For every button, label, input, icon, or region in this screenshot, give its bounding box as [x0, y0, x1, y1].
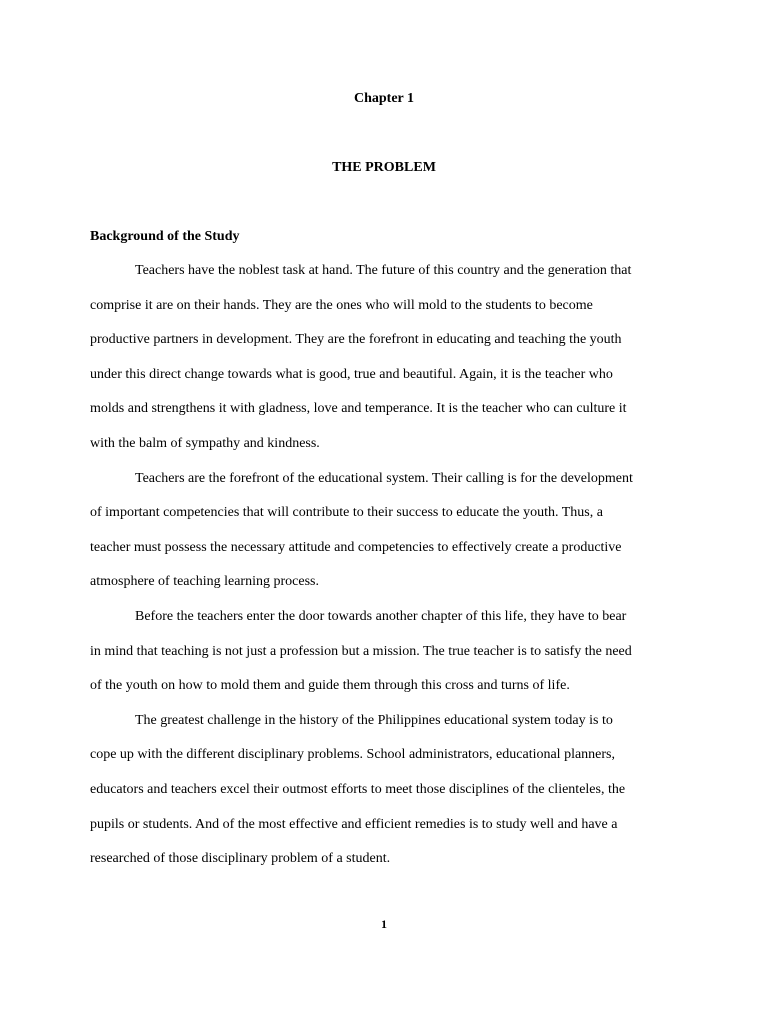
paragraph-line: educators and teachers excel their outmost efforts to meet those disciplines of the clienteles, the — [90, 781, 626, 797]
paragraph — [90, 704, 680, 877]
paragraph-line: productive partners in development. They are the forefront in educating and teaching the youth — [90, 332, 622, 348]
paragraph-line: Teachers have the noblest task at hand. The future of this country and the generation that — [135, 263, 632, 278]
page-number: 1 — [381, 917, 387, 931]
paragraph-line: cope up with the different disciplinary problems. School administrators, educational planners, — [90, 747, 615, 763]
chapter-label: Chapter 1 — [353, 91, 415, 106]
paragraph-line: comprise it are on their hands. They are the ones who will mold to the students to become — [90, 297, 593, 313]
paragraph-line: Teachers are the forefront of the educational system. Their calling is for the development — [135, 470, 633, 486]
paragraph — [90, 600, 680, 704]
paragraph-line: molds and strengthens it with gladness, love and temperance. It is the teacher who can culture it — [90, 401, 627, 417]
paragraph-line: The greatest challenge in the history of the Philippines educational system today is to — [135, 712, 613, 728]
paragraph-line: researched of those disciplinary problem of a student. — [90, 851, 391, 867]
paragraph — [90, 462, 680, 600]
paragraph-line: atmosphere of teaching learning process. — [90, 574, 319, 590]
paragraph-line: with the balm of sympathy and kindness. — [90, 435, 320, 451]
section-heading: Background of the Study — [90, 229, 240, 244]
chapter-title: THE PROBLEM — [332, 160, 436, 175]
paragraph-line: Before the teachers enter the door towards another chapter of this life, they have to bear — [135, 608, 627, 624]
paragraph-line: of important competencies that will contribute to their success to educate the youth. Thus, a — [90, 505, 603, 521]
body-text — [90, 254, 680, 877]
paragraph-line: under this direct change towards what is good, true and beautiful. Again, it is the teacher who — [90, 366, 613, 382]
paragraph-line: teacher must possess the necessary attitude and competencies to effectively create a productive — [90, 539, 622, 555]
paragraph-line: in mind that teaching is not just a profession but a mission. The true teacher is to satisfy the need — [90, 643, 632, 659]
paragraph-line: pupils or students. And of the most effective and efficient remedies is to study well and have a — [90, 816, 618, 832]
paragraph — [90, 254, 680, 462]
paragraph-line: of the youth on how to mold them and guide them through this cross and turns of life. — [90, 678, 570, 694]
